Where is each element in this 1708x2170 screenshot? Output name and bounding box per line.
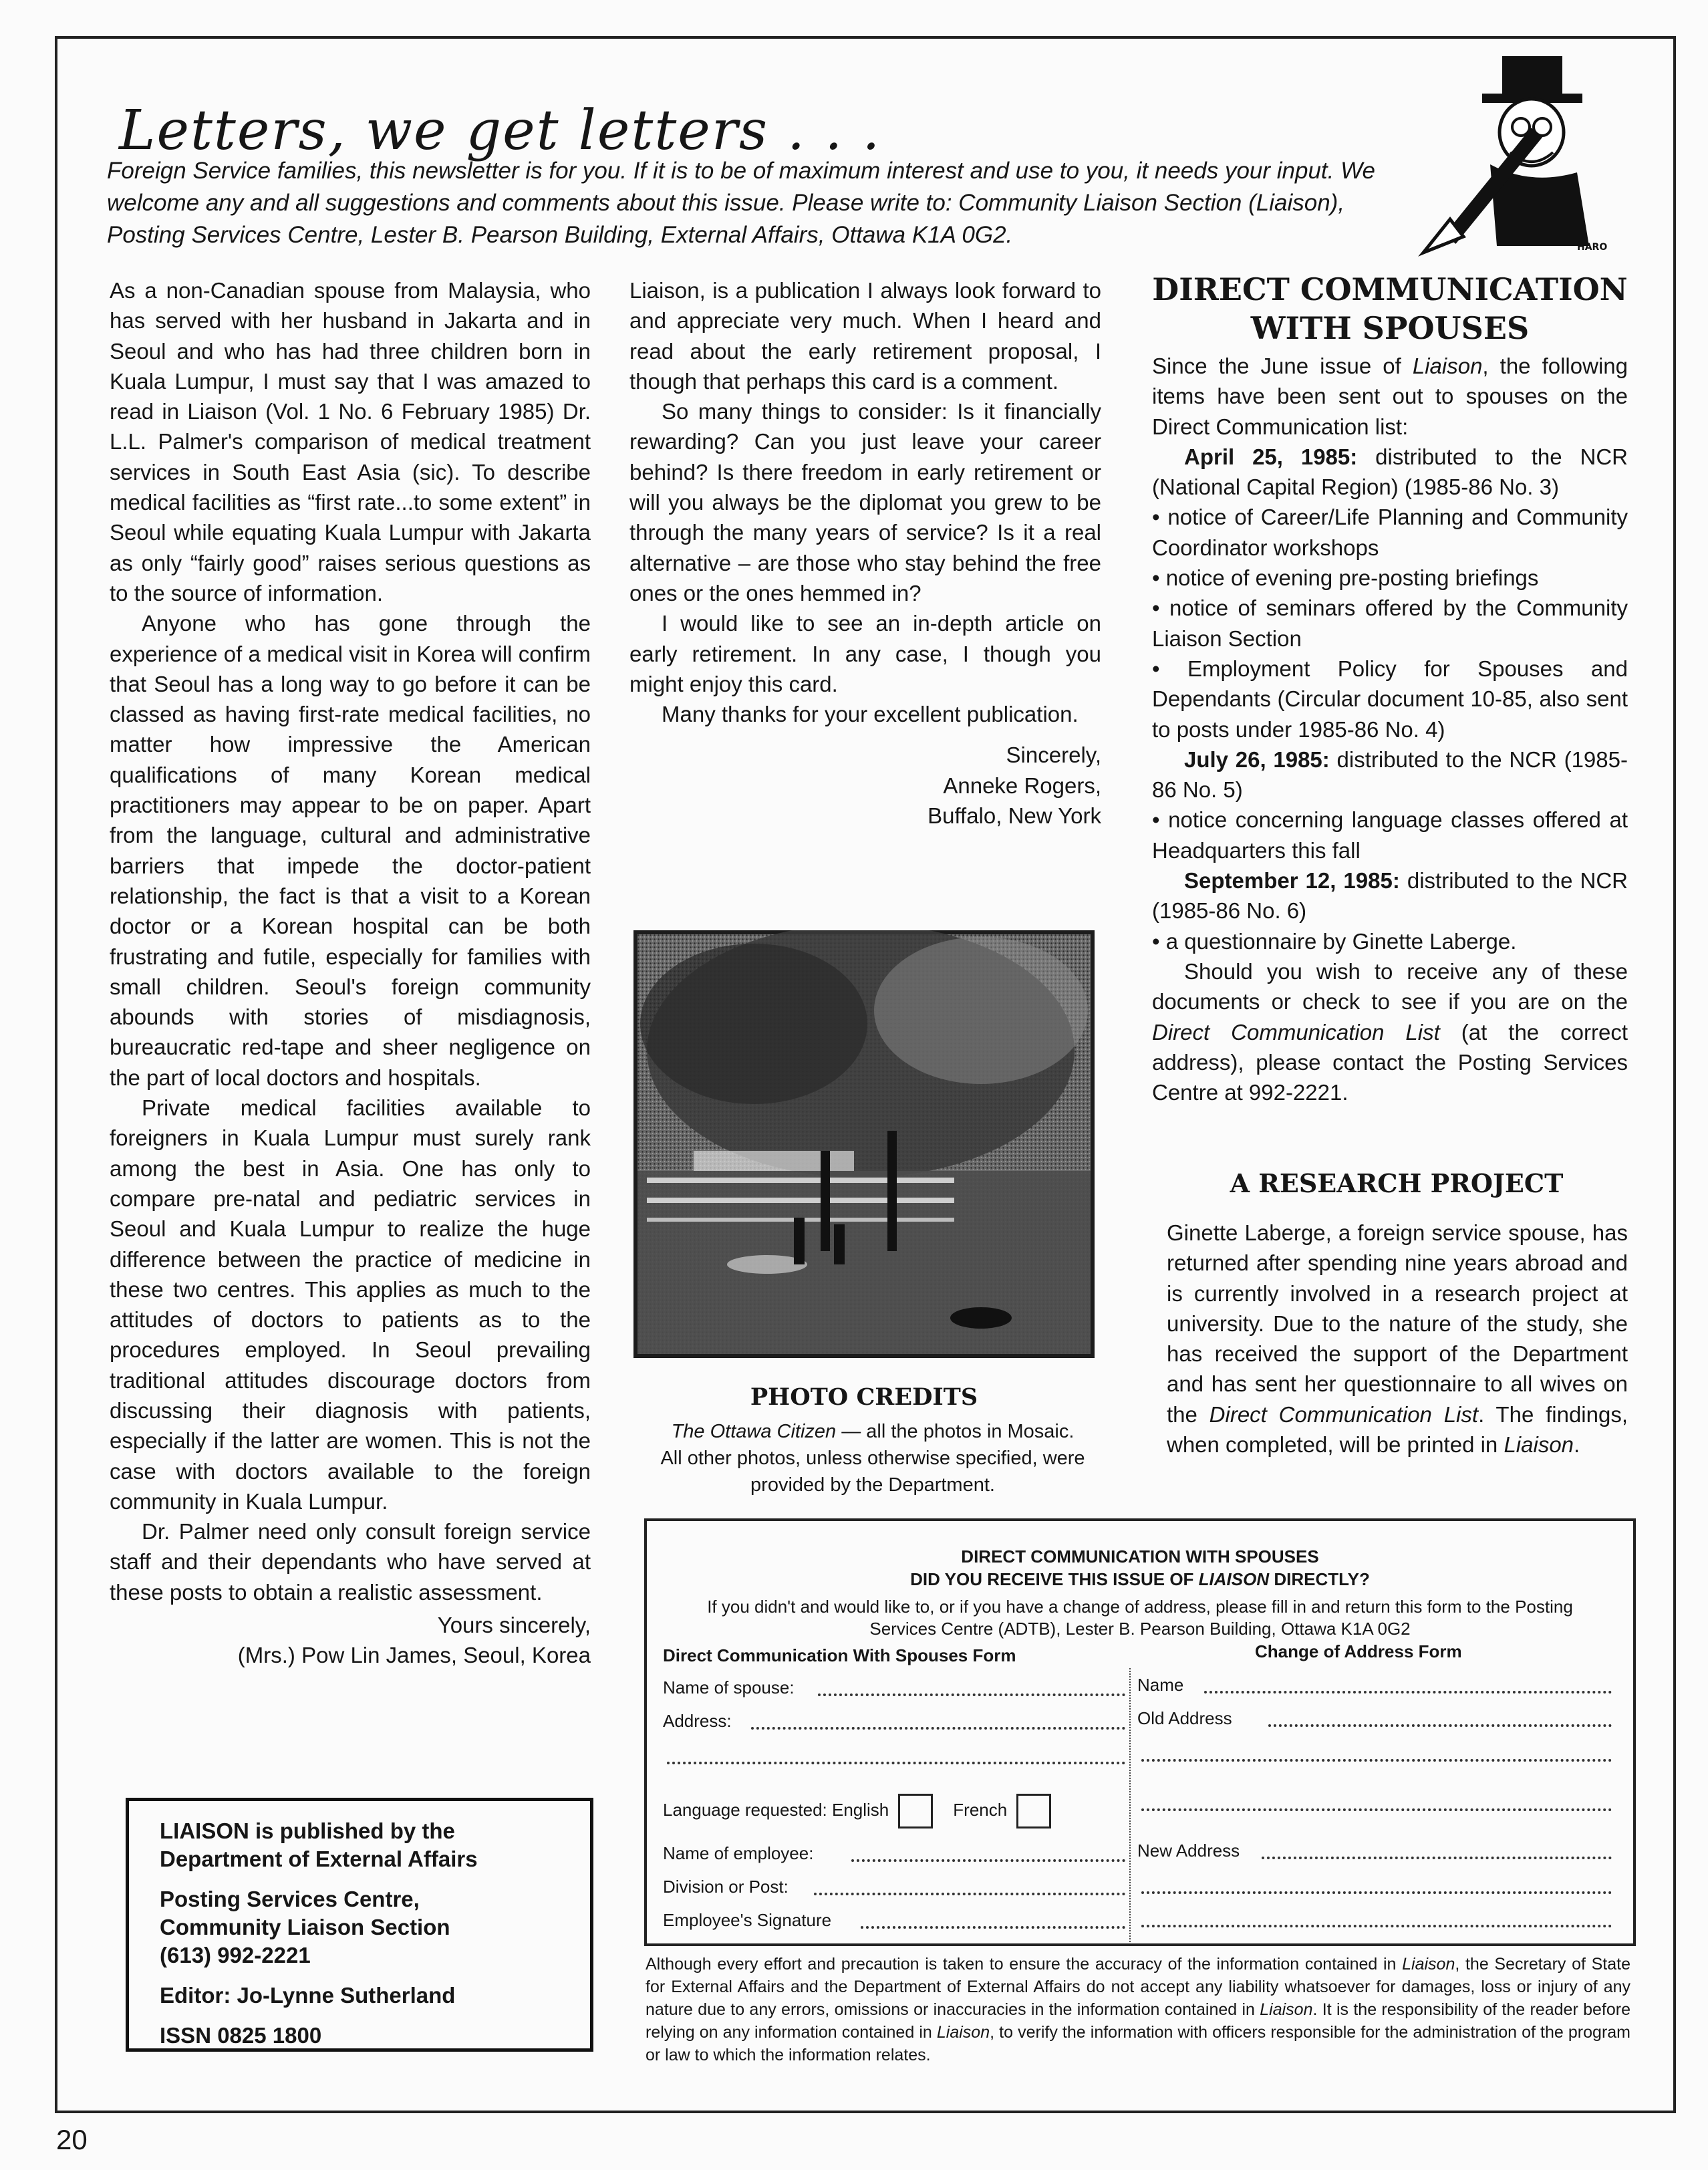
form-subtitle: DID YOU RECEIVE THIS ISSUE OF LIAISON DIRECTLY? <box>910 1569 1370 1589</box>
issn: ISSN 0825 1800 <box>160 2023 322 2048</box>
direct-communication-heading: DIRECT COMMUNICATION WITH SPOUSES <box>1152 271 1628 346</box>
form-left-heading: Direct Communication With Spouses Form <box>663 1645 1016 1665</box>
list-item: • Employment Policy for Spouses and Dependants (Circular document 10-85, also sent to posts under 1985-86 No. 4) <box>1152 656 1628 742</box>
name-field[interactable] <box>1204 1691 1612 1693</box>
signature-field[interactable] <box>861 1926 1125 1929</box>
publisher-info-box: LIAISON is published by the Department of External Affairs Posting Services Centre, Community Liaison Section (613) 992-2221 Editor: Jo-Lynne Sutherland ISSN 0825 1800 <box>126 1798 593 2052</box>
division-field[interactable] <box>814 1893 1125 1895</box>
letter-1-paragraph: Private medical facilities available to foreigners in Kuala Lumpur must surely rank among the best in Asia. One has only to compare pre-natal and pediatric services in Seoul and Kuala Lumpur to realize the huge difference between the practice of medicine in these two centres. This applies as much to the attitudes of doctors to patients as to the procedures employed. In Seoul prevailing traditional attitudes discourage doctors from discussing their diagnosis with patients, especially if the latter are women. This is not the case with doctors available to the foreign community in Kuala Lumpur. <box>110 1095 591 1514</box>
date-september: September 12, 1985: <box>1184 868 1400 894</box>
letter-2-paragraph: Liaison, is a publication I always look forward to and appreciate very much. When I heard and read about the early retirement proposal, I though that perhaps this card is a comment. <box>629 278 1101 394</box>
name-of-spouse-field[interactable] <box>818 1693 1125 1696</box>
letter-1-paragraph: As a non-Canadian spouse from Malaysia, who has served with her husband in Jakarta and in Seoul and who has had three children born in Kuala Lumpur, I must say that I was amazed to read in Liaison (Vol. 1 No. 6 February 1985) Dr. L.L. Palmer's comparison of medical treatment services in South East Asia (sic). To describe medical facilities as “first rate...to some extent” in Seoul while equating Kuala Lumpur with Jakarta as only “fairly good” raises serious questions as to the source of information. <box>110 278 591 605</box>
language-row <box>663 1794 1071 1828</box>
name-of-employee-field[interactable] <box>851 1859 1125 1862</box>
letter-1-paragraph: Anyone who has gone through the experience of a medical visit in Korea will confirm that Seoul has a long way to go before it can be classed as having first-rate medical facilities, no matter how impressive the American qualifications of many Korean medical practitioners may appear to be on paper. Apart from the language, cultural and administrative barriers that impede the doctor-patient relationship, the fact is that a visit to a Korean doctor or a Korean hospital can be both frustrating and futile, especially for families with small children. Seoul's foreign community abounds with stories of misdiagnosis, bureaucratic red-tape and sheer negligence on the part of local doctors and hospitals. <box>110 611 591 1090</box>
list-item: • notice of evening pre-posting briefings <box>1152 565 1539 591</box>
new-address-field-line-2[interactable] <box>1141 1891 1612 1894</box>
french-checkbox[interactable] <box>1016 1794 1051 1828</box>
subscription-form <box>644 1518 1636 1946</box>
form-instructions: If you didn't and would like to, or if you have a change of address, please fill in and return this form to the Posting Services Centre (ADTB), Lester B. Pearson Building, Ottawa K1A 0G2 <box>707 1597 1573 1639</box>
division-label: Division or Post: <box>663 1877 789 1897</box>
masthead-title: Letters, we get letters . . . <box>119 99 881 162</box>
photo-credits-source: The Ottawa Citizen <box>671 1421 837 1442</box>
illustration-signature: HARO <box>1577 242 1608 253</box>
address-label: Address: <box>663 1711 732 1731</box>
old-address-field-line-3[interactable] <box>1141 1808 1612 1811</box>
new-address-label: New Address <box>1137 1841 1240 1861</box>
letter-2-paragraph: I would like to see an in-depth article on early retirement. In any case, I though you might enjoy this card. <box>629 611 1101 696</box>
list-item: • notice of Career/Life Planning and Community Coordinator workshops <box>1152 505 1628 560</box>
letter-2-closing: Sincerely, <box>1006 742 1101 768</box>
name-of-spouse-label: Name of spouse: <box>663 1677 795 1698</box>
form-divider <box>1129 1668 1131 1942</box>
form-title: DIRECT COMMUNICATION WITH SPOUSES <box>961 1546 1319 1567</box>
letter-1-paragraph: Dr. Palmer need only consult foreign service staff and their dependants who have served at these posts to obtain a realistic assessment. <box>110 1519 591 1605</box>
list-item: • notice of seminars offered by the Community Liaison Section <box>1152 595 1628 651</box>
editor-name: Editor: Jo-Lynne Sutherland <box>160 1983 456 2008</box>
letter-2-paragraph: So many things to consider: Is it financially rewarding? Can you just leave your career behind? Is there freedom in early retirement or will you always be the diplomat you grew to be through the many years of service? Is it a real alternative – are those who stay behind the free ones or the ones hemmed in? <box>629 399 1101 605</box>
form-right-heading: Change of Address Form <box>1255 1641 1462 1661</box>
letter-2 <box>629 275 1101 831</box>
old-address-field[interactable] <box>1268 1724 1612 1727</box>
language-english-label: Language requested: English <box>663 1799 889 1820</box>
photo-credits-text: The Ottawa Citizen — all the photos in Mosaic. All other photos, unless otherwise specified, were provided by the Department. <box>660 1421 1085 1496</box>
address-field[interactable] <box>751 1727 1125 1730</box>
date-april: April 25, 1985: <box>1184 444 1358 469</box>
new-address-field[interactable] <box>1262 1857 1612 1859</box>
research-project-text: Ginette Laberge, a foreign service spouse, has returned after spending nine years abroad and is currently involved in a research project at university. Due to the nature of the study, she has received the support of the Department and has sent her questionnaire to all wives on the Direct Communication List. The findings, when completed, will be printed in Liaison. <box>1167 1220 1628 1458</box>
list-item: • a questionnaire by Ginette Laberge. <box>1152 928 1517 954</box>
old-address-label: Old Address <box>1137 1708 1232 1728</box>
intro-text: Foreign Service families, this newsletter is for you. If it is to be of maximum interest and use to you, it needs your input. We welcome any and all suggestions and comments about this issue. Please write to: Community Liaison Section (Liaison), Posting Services Centre, Lester B. Pearson Building, External Affairs, Ottawa K1A 0G2. <box>107 158 1375 248</box>
letter-2-paragraph: Many thanks for your excellent publication. <box>662 702 1079 727</box>
letter-1-signature: (Mrs.) Pow Lin James, Seoul, Korea <box>237 1643 591 1668</box>
english-checkbox[interactable] <box>898 1794 933 1828</box>
letter-2-city: Buffalo, New York <box>928 803 1101 829</box>
page-number: 20 <box>56 2124 88 2155</box>
pen-figure-illustration <box>1410 52 1637 266</box>
direct-communication-section: Since the June issue of Liaison, the following items have been sent out to spouses on the Direct Communication list: April 25, 1985: distributed to the NCR (National Capital Region) (1985-86 No. 3) • notice of Career/Life Planning and Community Coordinator workshops • notice of evening pre-posting briefings • notice of seminars offered by the Community Liaison Section • Employment Policy for Spouses and Dependants (Circular document 10-85, also sent to posts under 1985-86 No. 4) July 26, 1985: distributed to the NCR (1985-86 No. 5) • notice concerning language classes offered at Headquarters this fall September 12, 1985: distributed to the NCR (1985-86 No. 6) • a questionnaire by Ginette Laberge. Should you wish to receive any of these documents or check to see if you are on the Direct Communication List (at the correct address), please contact the Posting Services Centre at 992-2221. <box>1152 354 1628 1105</box>
disclaimer-text: Although every effort and precaution is taken to ensure the accuracy of the information contained in Liaison, the Secretary of State for External Affairs and the Department of External Affairs do not accept any liability whatsoever for damages, loss or injury of any nature due to any errors, omissions or inaccuracies in the information contained in Liaison. It is the responsibility of the reader before relying on any information contained in Liaison, to verify the information with officers responsible for the administration of the program or law to which the information relates. <box>646 1955 1630 2064</box>
old-address-field-line-2[interactable] <box>1141 1759 1612 1762</box>
name-of-employee-label: Name of employee: <box>663 1843 814 1863</box>
name-label: Name <box>1137 1675 1184 1695</box>
signature-label: Employee's Signature <box>663 1910 832 1930</box>
letter-2-name: Anneke Rogers, <box>943 773 1101 798</box>
letter-1 <box>110 275 591 1671</box>
address-field-line-2[interactable] <box>667 1762 1125 1764</box>
new-address-field-line-3[interactable] <box>1141 1925 1612 1927</box>
date-july: July 26, 1985: <box>1184 747 1330 772</box>
research-project-heading: A RESEARCH PROJECT <box>1230 1168 1564 1198</box>
photo-credits-heading: PHOTO CREDITS <box>750 1383 978 1411</box>
letter-1-closing: Yours sincerely, <box>437 1613 591 1638</box>
language-french-label: French <box>953 1799 1008 1820</box>
list-item: • notice concerning language classes offered at Headquarters this fall <box>1152 807 1628 863</box>
park-scene-photo <box>633 930 1095 1358</box>
